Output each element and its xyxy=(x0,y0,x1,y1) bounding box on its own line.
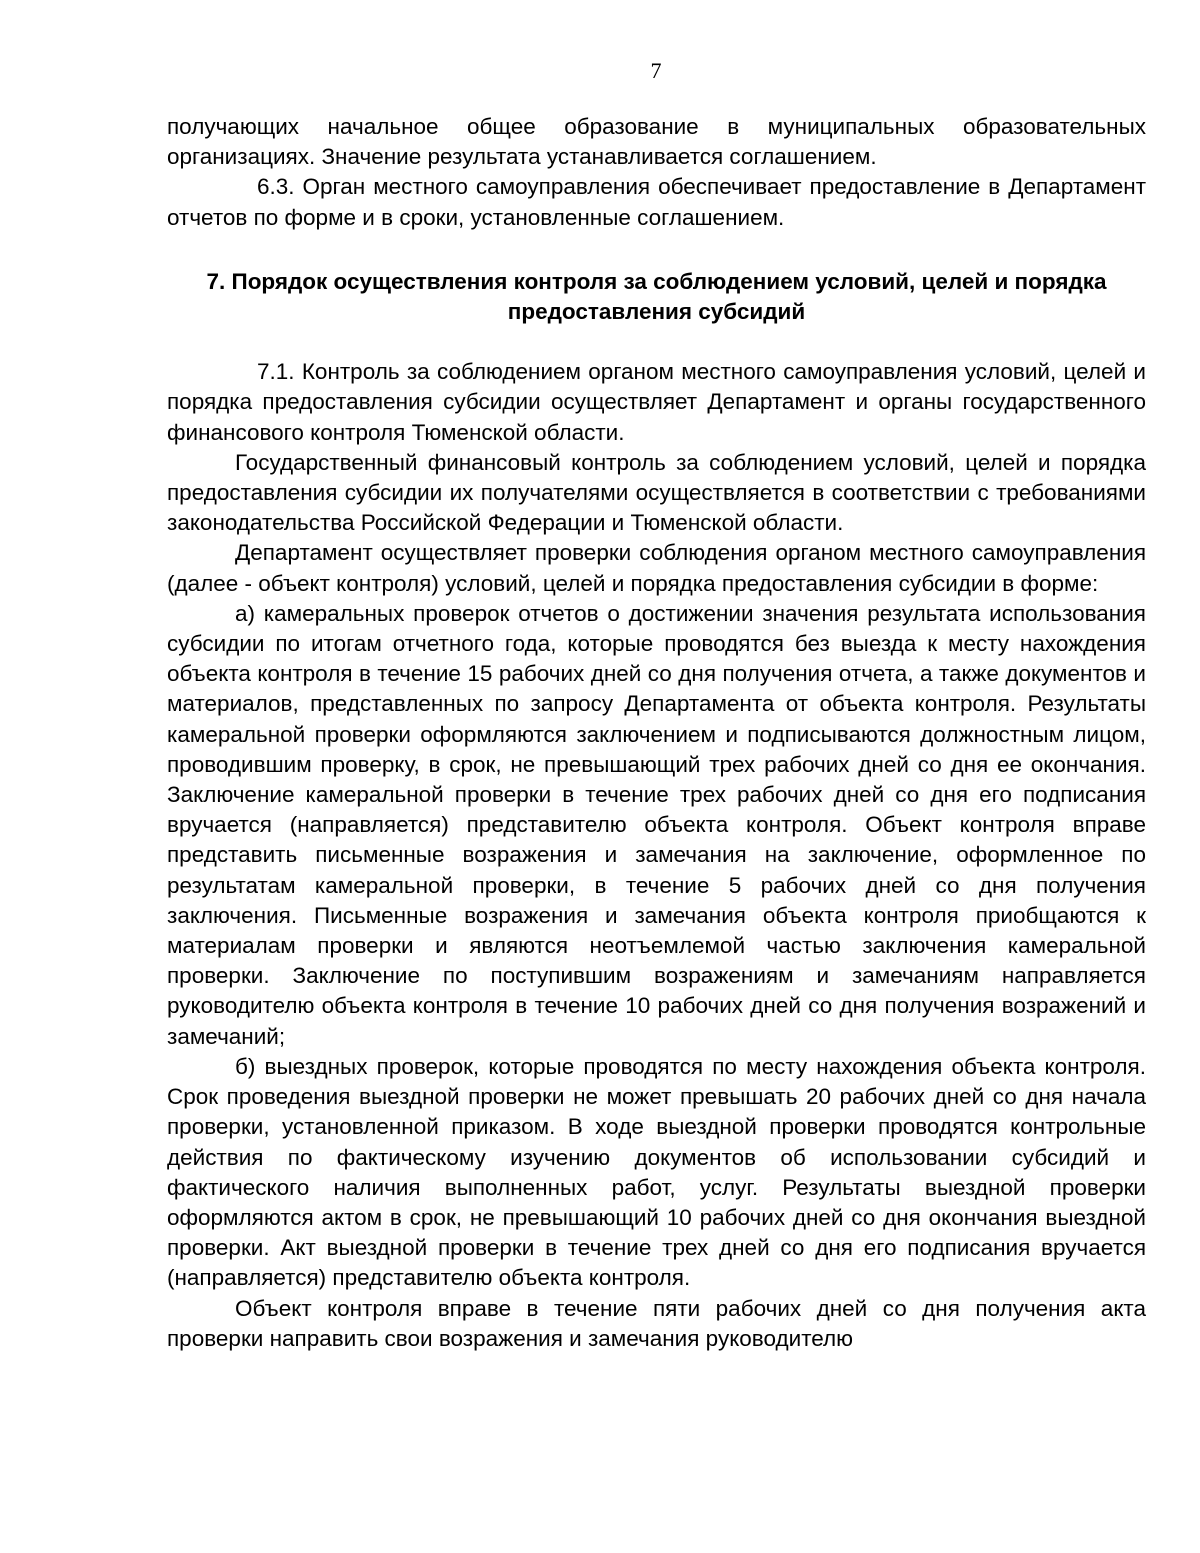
paragraph-objections: Объект контроля вправе в течение пяти рабочих дней со дня получения акта проверки направить свои возражения и замечания руководителю xyxy=(167,1295,1146,1351)
paragraph-6-3: 6.3. Орган местного самоуправления обеспечивает предоставление в Департамент отчетов по форме и в сроки, установленные соглашением. xyxy=(167,174,1146,230)
paragraph-item-b: б) выездных проверок, которые проводятся по месту нахождения объекта контроля. Срок проведения выездной проверки не может превышать 20 рабочих дней со дня начала проверки, установленной приказом. В ходе выездной проверки проводятся контрольные действия по фактическому изучению документов об использовании субсидий и фактического наличия выполненных работ, услуг. Результаты выездной проверки оформляются актом в срок, не превышающий 10 рабочих дней со дня окончания выездной проверки. Акт выездной проверки в течение трех дней со дня его подписания вручается (направляется) представителю объекта контроля. xyxy=(167,1053,1146,1291)
paragraph-7-1: 7.1. Контроль за соблюдением органом местного самоуправления условий, целей и порядка предоставления субсидии осуществляет Департамент и органы государственного финансового контроля Тюменской области. xyxy=(167,359,1146,445)
paragraph-item-a: а) камеральных проверок отчетов о достижении значения результата использования субсидии по итогам отчетного года, которые проводятся без выезда к месту нахождения объекта контроля в течение 15 рабочих дней со дня получения отчета, а также документов и материалов, представленных по запросу Департамента от объекта контроля. Результаты камеральной проверки оформляются заключением и подписываются должностным лицом, проводившим проверку, в срок, не превышающий трех рабочих дней со дня ее окончания. Заключение камеральной проверки в течение трех рабочих дней со дня его подписания вручается (направляется) представителю объекта контроля. Объект контроля вправе представить письменные возражения и замечания на заключение, оформленное по результатам камеральной проверки, в течение 5 рабочих дней со дня получения заключения. Письменные возражения и замечания объекта контроля приобщаются к материалам проверки и являются неотъемлемой частью заключения камеральной проверки. Заключение по поступившим возражениям и замечаниям направляется руководителю объекта контроля в течение 10 рабочих дней со дня получения возражений и замечаний; xyxy=(167,600,1146,1049)
document-body xyxy=(167,112,1146,1354)
section-heading: 7. Порядок осуществления контроля за соблюдением условий, целей и порядка предоставления субсидий xyxy=(206,268,1107,325)
paragraph-department-checks: Департамент осуществляет проверки соблюдения органом местного самоуправления (далее - объект контроля) условий, целей и порядка предоставления субсидии в форме: xyxy=(167,540,1146,596)
page-number: 7 xyxy=(650,58,662,83)
paragraph-state-control: Государственный финансовый контроль за соблюдением условий, целей и порядка предоставления субсидии их получателями осуществляется в соответствии с требованиями законодательства Российской Федерации и Тюменской области. xyxy=(167,449,1146,536)
paragraph-continuation: получающих начальное общее образование в муниципальных образовательных организациях. Значение результата устанавливается соглашением. xyxy=(167,114,1146,170)
